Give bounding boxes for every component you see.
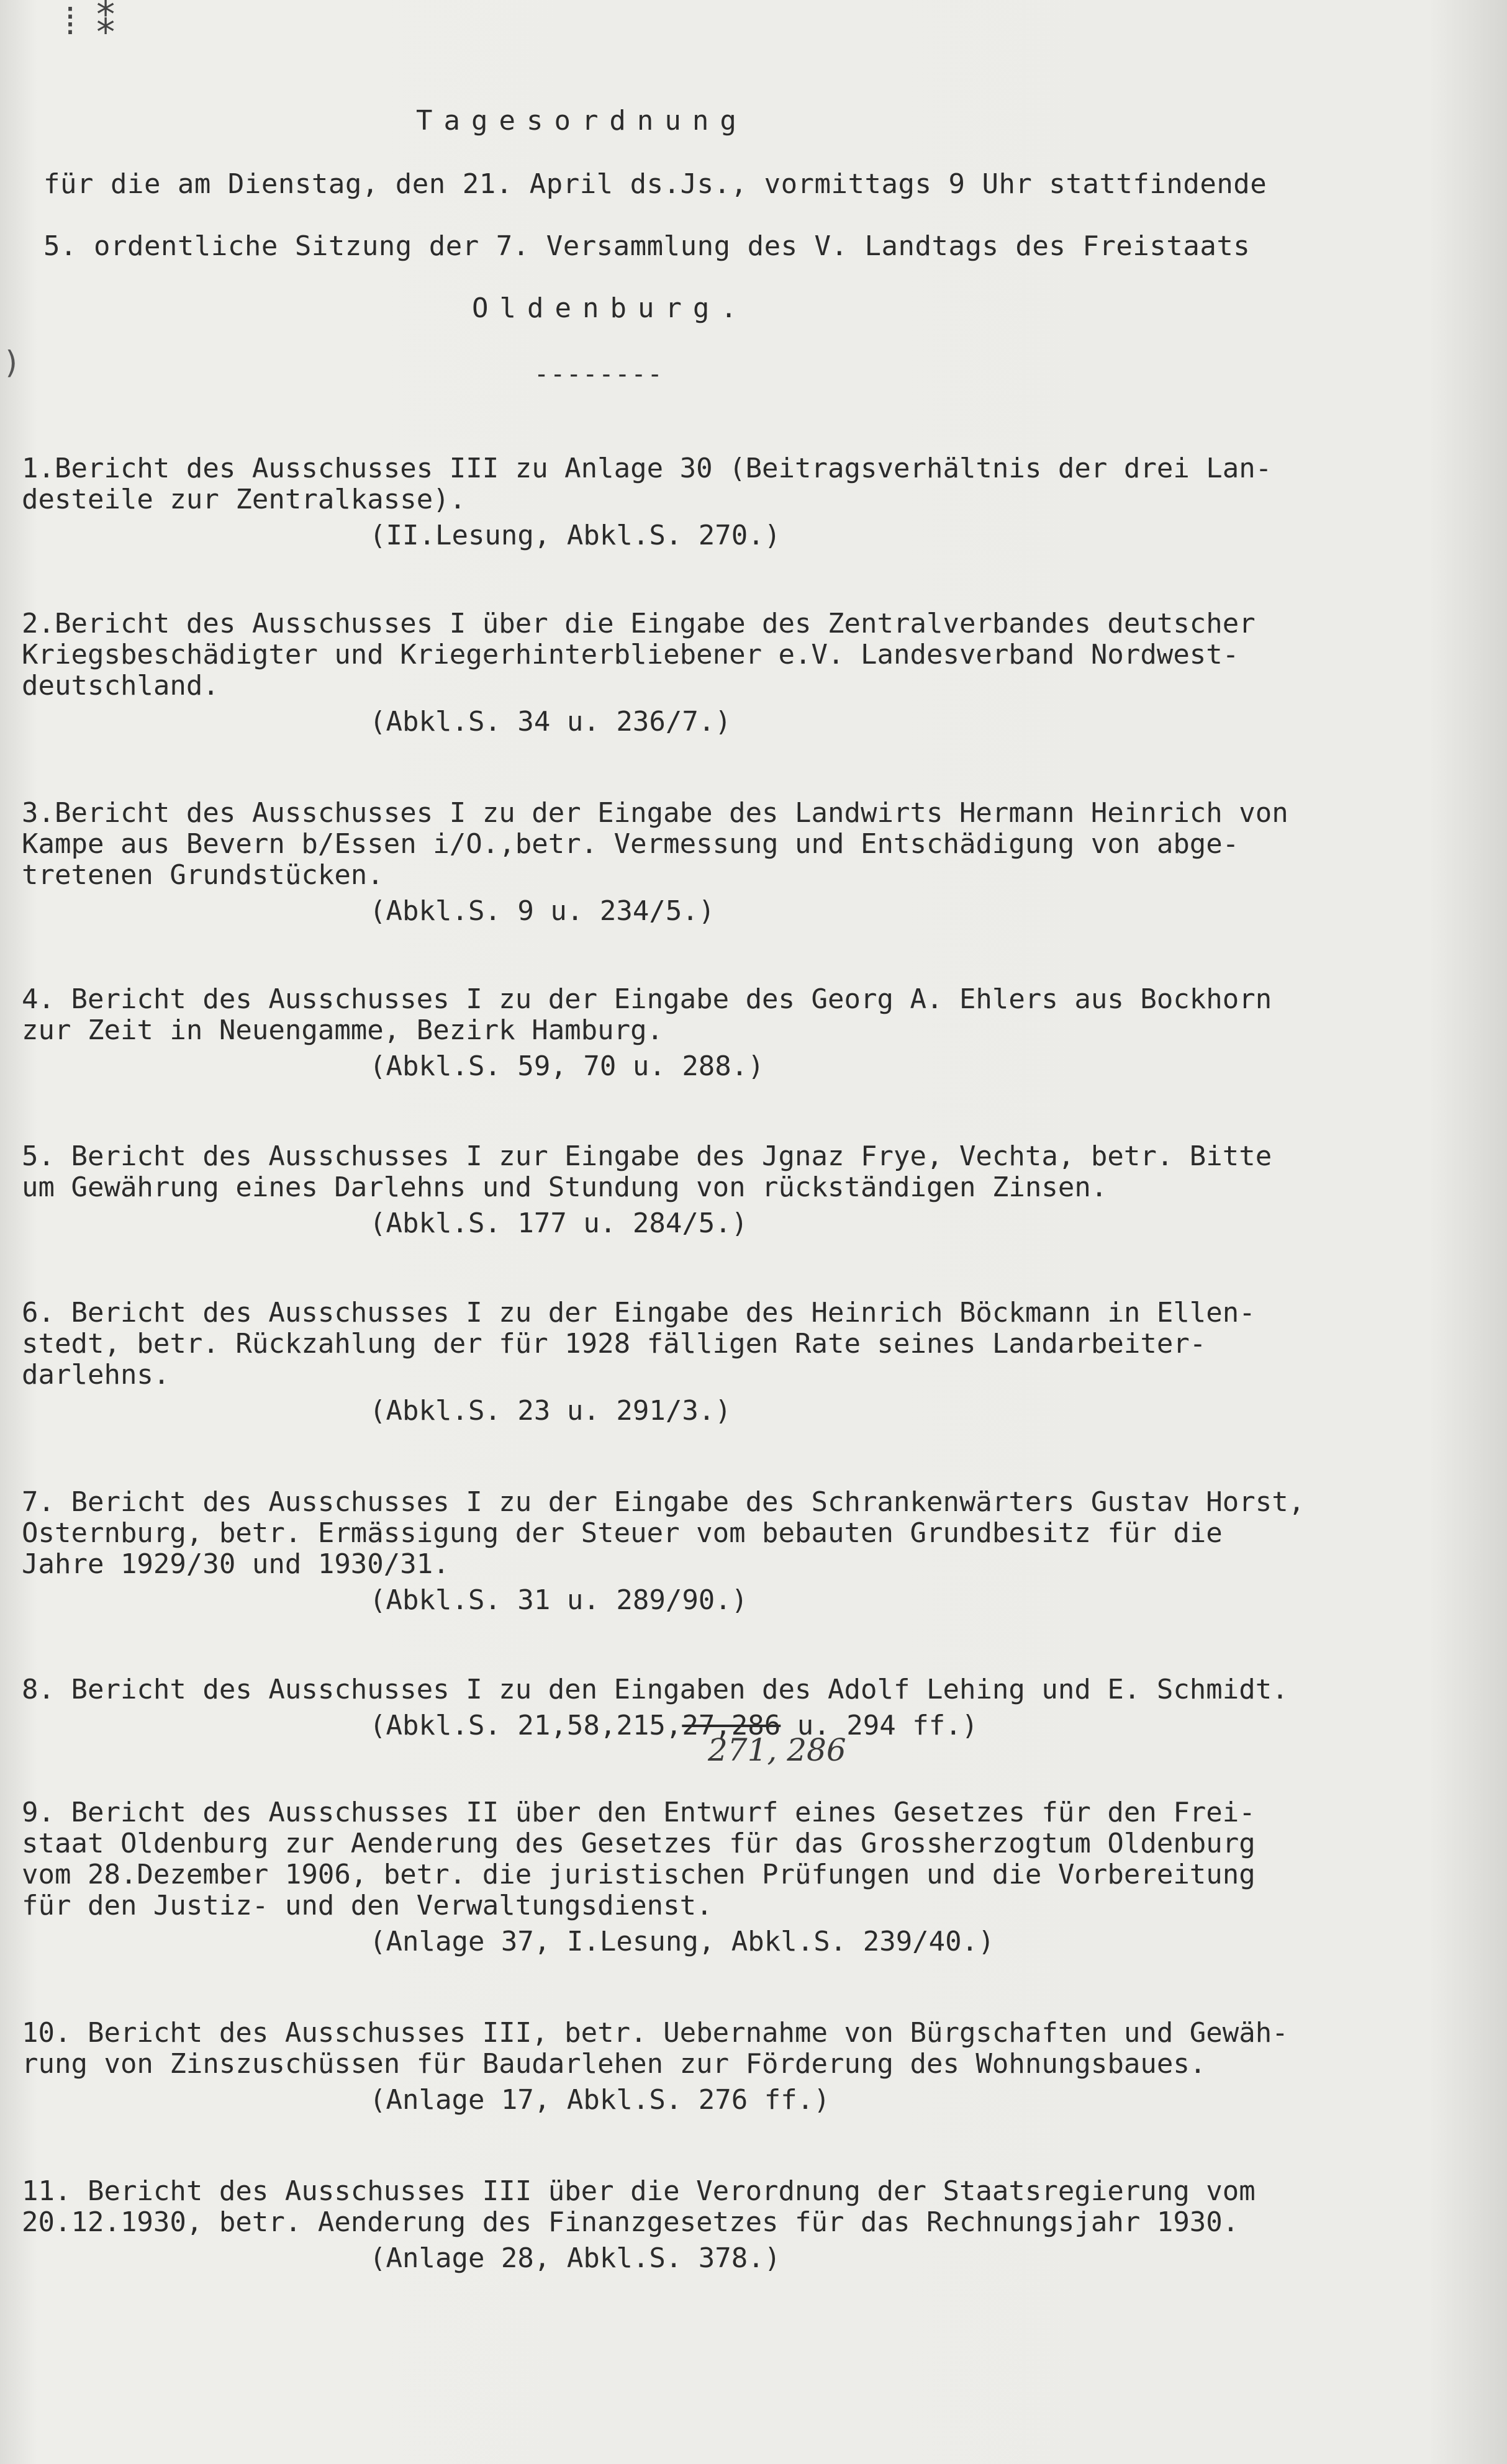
- item-text: 2.Bericht des Ausschusses I über die Eingabe des Zentralverbandes deutscher Kriegsbeschädigter und Kriegerhinterbliebener e.V. Landesverband Nordwest- deutschland.: [22, 608, 1256, 702]
- item-reference: (Anlage 37, I.Lesung, Abkl.S. 239/40.): [369, 1926, 995, 1957]
- item-reference: (Anlage 28, Abkl.S. 378.): [369, 2242, 781, 2274]
- reference-suffix: u. 294 ff.): [781, 1710, 979, 1741]
- item-reference: (II.Lesung, Abkl.S. 270.): [369, 520, 781, 551]
- handwritten-correction: 271, 286: [708, 1732, 846, 1768]
- item-text: 8. Bericht des Ausschusses I zu den Eingaben des Adolf Lehing und E. Schmidt.: [22, 1674, 1288, 1705]
- item-text: 10. Bericht des Ausschusses III, betr. Uebernahme von Bürgschaften und Gewäh- rung von Zinszuschüssen für Baudarlehen zur Förderung des Wohnungsbaues.: [22, 2017, 1288, 2080]
- item-reference: (Abkl.S. 177 u. 284/5.): [369, 1207, 748, 1239]
- agenda-item-11: [22, 2176, 1487, 2274]
- agenda-item-5: [22, 1141, 1487, 1239]
- agenda-item-2: [22, 608, 1487, 738]
- agenda-item-10: [22, 2018, 1487, 2116]
- item-reference: (Abkl.S. 23 u. 291/3.): [369, 1395, 731, 1427]
- agenda-item-1: [22, 453, 1487, 551]
- item-text: 4. Bericht des Ausschusses I zu der Eingabe des Georg A. Ehlers aus Bockhorn zur Zeit in Neuengamme, Bezirk Hamburg.: [22, 983, 1272, 1046]
- header-line-2: 5. ordentliche Sitzung der 7. Versammlung des V. Landtags des Freistaats: [43, 230, 1251, 262]
- reference-prefix: (Abkl.S. 21,58,215,: [369, 1710, 682, 1741]
- item-reference: (Abkl.S. 9 u. 234/5.): [369, 895, 715, 927]
- corner-marks: ⁞ ⁑: [59, 0, 112, 43]
- item-reference: (Anlage 17, Abkl.S. 276 ff.): [369, 2084, 830, 2116]
- item-text: 11. Bericht des Ausschusses III über die Verordnung der Staatsregierung vom 20.12.1930, betr. Aenderung des Finanzgesetzes für das Rechnungsjahr 1930.: [22, 2175, 1256, 2238]
- item-reference: [369, 1710, 1487, 1741]
- separator-line: --------: [534, 360, 664, 389]
- agenda-item-7: [22, 1487, 1487, 1616]
- item-text: 3.Bericht des Ausschusses I zu der Eingabe des Landwirts Hermann Heinrich von Kampe aus Bevern b/Essen i/O.,betr. Vermessung und Entschädigung von abge- tretenen Grundstücken.: [22, 797, 1288, 891]
- agenda-item-9: [22, 1797, 1487, 1957]
- item-text: 1.Bericht des Ausschusses III zu Anlage 30 (Beitragsverhältnis der drei Lan- desteile zur Zentralkasse).: [22, 453, 1272, 515]
- item-reference: (Abkl.S. 31 u. 289/90.): [369, 1584, 748, 1616]
- document-title: Tagesordnung: [416, 105, 748, 137]
- agenda-item-8: [22, 1674, 1487, 1741]
- agenda-item-4: [22, 984, 1487, 1082]
- item-reference: (Abkl.S. 59, 70 u. 288.): [369, 1050, 764, 1082]
- margin-bracket: ): [2, 345, 22, 381]
- item-text: 6. Bericht des Ausschusses I zu der Eingabe des Heinrich Böckmann in Ellen- stedt, betr. Rückzahlung der für 1928 fälligen Rate seines Landarbeiter- darlehns.: [22, 1297, 1256, 1391]
- header-line-1: für die am Dienstag, den 21. April ds.Js., vormittags 9 Uhr stattfindende: [43, 168, 1267, 200]
- item-text: 5. Bericht des Ausschusses I zur Eingabe des Jgnaz Frye, Vechta, betr. Bitte um Gewährung eines Darlehns und Stundung von rückständigen Zinsen.: [22, 1140, 1272, 1203]
- item-text: 9. Bericht des Ausschusses II über den Entwurf eines Gesetzes für den Frei- staat Oldenburg zur Aenderung des Gesetzes für das Grossherzogtum Oldenburg vom 28.Dezember 1906, betr. die juristischen Prüfungen und die Vorbereitung für den Justiz- und den Verwaltungsdienst.: [22, 1797, 1256, 1921]
- agenda-item-6: [22, 1297, 1487, 1427]
- struck-reference: 27,286: [682, 1710, 781, 1741]
- header-place: Oldenburg.: [472, 292, 748, 324]
- agenda-item-3: [22, 798, 1487, 927]
- item-reference: (Abkl.S. 34 u. 236/7.): [369, 706, 731, 738]
- item-text: 7. Bericht des Ausschusses I zu der Eingabe des Schrankenwärters Gustav Horst, Osternburg, betr. Ermässigung der Steuer vom bebauten Grundbesitz für die Jahre 1929/30 und 1930/31.: [22, 1486, 1305, 1580]
